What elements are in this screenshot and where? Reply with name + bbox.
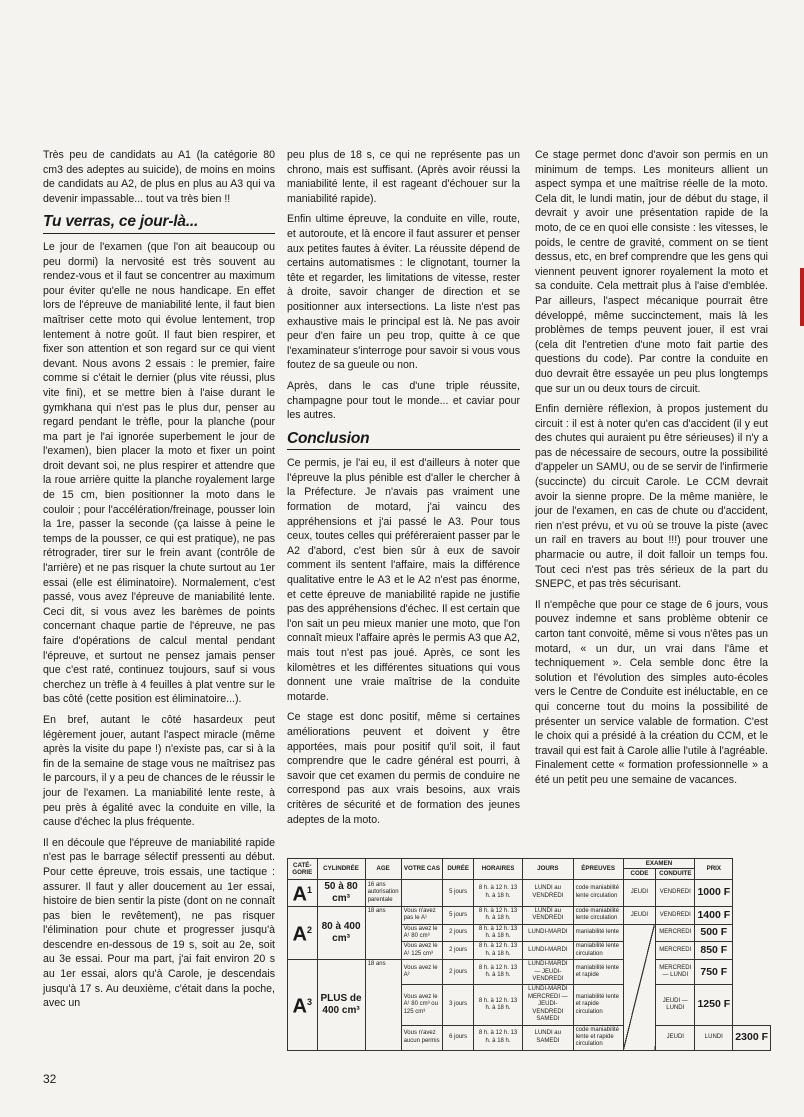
hours-cell: 8 h. à 12 h. 13 h. à 18 h. [474, 942, 523, 960]
paragraph: Après, dans le cas d'une triple réussite, champagne pour tout le monde... et caviar pour les autres. [287, 379, 520, 422]
tests-cell: code maniabilité lente et rapide circulation [573, 1025, 623, 1050]
paragraph: En bref, autant le côté hasardeux peut légèrement jouer, autant l'aspect miracle (même après la visite du pape !) n'existe pas, car si à la fin de la semaine de stage vous ne maîtrisez pas le parcours, il y a peu de chances de le réussir le jour de l'examen. La maniabilité lente reste, à peu près à égalité avec la conduite en ville, la cause d'échec la plus fréquente. [43, 713, 275, 829]
hours-cell: 8 h. à 12 h. 13 h. à 18 h. [474, 985, 523, 1025]
hours-cell: 8 h. à 12 h. 13 h. à 18 h. [474, 924, 523, 942]
table-row-a2 [288, 906, 771, 924]
days-cell: LUNDI-MARDI [523, 942, 574, 960]
tests-cell: maniabilité lente et rapide circulation [573, 985, 623, 1025]
duration-cell: 6 jours [443, 1025, 474, 1050]
days-cell: LUNDI-MARDI — JEUDI-VENDREDI [523, 960, 574, 985]
driving-cell: JEUDI — LUNDI [656, 985, 695, 1025]
driving-cell: MERCREDI [656, 942, 695, 960]
code-cell: JEUDI [623, 906, 656, 924]
page-number: 32 [43, 1072, 57, 1086]
duration-cell: 2 jours [443, 942, 474, 960]
driving-cell: VENDREDI [656, 879, 695, 906]
paragraph: Enfin dernière réflexion, à propos justement du circuit : il est à noter qu'en cas d'accident (il y eut des chutes qui auraient pu être sérieuses) il n'y a pas de nécessaire de secours, outre la possibilité d'appeler un SAMU, ou de se servir de l'infirmerie (succincte) du circuit Carole. Le CCM devrait avoir la sienne propre. De la même manière, le jour de l'examen, en cas de chute ou d'accident, rien n'est prévu, et vu où se trouve la piste (avec un rail en travers au bout !!!) pour trouver une pharmacie ou autre, il doit falloir un temps fou. Tout ceci n'est pas très sérieux de la part du SNEPC, et pas très sécurisant. [535, 403, 768, 591]
days-cell: LUNDI au SAMEDI [523, 1025, 574, 1050]
hours-cell: 8 h. à 12 h. 13 h. à 18 h. [474, 906, 523, 924]
paragraph: Ce stage est donc positif, même si certaines améliorations peuvent et doivent y être apportées, mais pour positif qu'il soit, il faut comprendre que le cadre général est pourri, à savoir que cet examen du permis de conduire ne correspond pas aux vrais besoins, aux vrais critères de sécurité et de formation des jeunes adeptes de la moto. [287, 711, 520, 826]
category-cell: $A^1$ [288, 879, 318, 906]
header-examen: EXAMEN [623, 859, 695, 869]
paragraph: Enfin ultime épreuve, la conduite en ville, route, et autoroute, et là encore il faut assurer et penser aux petites fautes à éviter. La réussite dépend de certains automatismes : le clignotant, tourner la tête et regarder, les limitations de vitesse, rester à droite, savoir changer de direction et se positionner aux intersections. La liste n'est pas exhaustive mais le principal est là. Ne pas avoir peur d'en faire un peu trop, quitte à ce que l'examinateur s'interroge pour savoir si vous vous foutez de sa gueule ou non. [287, 213, 520, 372]
price-cell: 500 F [695, 924, 733, 942]
duration-cell: 2 jours [443, 924, 474, 942]
header-conduite: CONDUITE [656, 869, 695, 879]
case-cell: Vous avez le A² [401, 960, 443, 985]
tests-cell: maniabilité lente circulation [573, 942, 623, 960]
page-edge-color-tab [800, 268, 804, 326]
age-cell: 18 ans [365, 960, 401, 1050]
price-cell: 1000 F [695, 879, 733, 906]
duration-cell: 3 jours [443, 985, 474, 1025]
price-cell: 1400 F [695, 906, 733, 924]
days-cell: LUNDI-MARDI MERCREDI — JEUDI-VENDREDI SAMEDI [523, 985, 574, 1025]
header-epreuves: ÉPREUVES [573, 859, 623, 880]
paragraph: Il n'empêche que pour ce stage de 6 jours, vous pouvez indemne et sans problème obtenir ce carton tant convoité, même si vous n'êtes pas un motard, « un dur, un vrai dans l'âme et techniquement ». Cela semble donc être la solution et l'évolution des simples auto-écoles vers le Centre de Conduite est inéluctable, en ce qui concerne tout du moins la possibilité de présenter un service valable de formation. C'est le choix qui a présidé à la création du CCM, et le travail qui est fait à Carole allie l'utile à l'agréable. Finalement cette « formation professionnelle » a été un petit peu une semaine de vacances. [535, 598, 768, 786]
header-age: AGE [365, 859, 401, 880]
price-cell: 2300 F [733, 1025, 771, 1050]
duration-cell: 5 jours [443, 879, 474, 906]
license-fee-table [287, 858, 771, 1051]
driving-cell: MERCREDI [656, 924, 695, 942]
hours-cell: 8 h. à 12 h. 13 h. à 18 h. [474, 1025, 523, 1050]
paragraph: Ce stage permet donc d'avoir son permis en un minimum de temps. Les moniteurs allient un aspect sympa et une maîtrise réelle de la moto. Cela dit, le lundi matin, jour de début du stage, il devrait y avoir une présentation rapide de la moto, de ce en quoi elle consiste : les vitesses, le poids, le centre de gravité, comment on se tient dessus, etc, en bref comprendre que les gens qui viennent peuvent ignorer royalement la moto et sa conduite. Cela mettrait plus à l'aise d'emblée. Par ailleurs, l'aspect mécanique pourrait être développé, même succinctement, mais là les problèmes de temps peuvent jouer, il est vrai (cela dit l'entretien d'une moto fait partie des questions du code). Par contre la conduite en duo devrait être essayée un peu plus longtemps que sur un ou deux tours de circuit. [535, 149, 768, 395]
intro-paragraph: Très peu de candidats au A1 (la catégorie 80 cm3 des adeptes au suicide), de moins en moins de candidats au A2, de plus en plus au A3 qui va devenir impassable... tout va très bien !! [43, 149, 275, 205]
header-cylindree: CYLINDRÉE [317, 859, 365, 880]
code-cell: JEUDI [623, 879, 656, 906]
cylinder-cell: 50 à 80 cm³ [317, 879, 365, 906]
section-heading-conclusion: Conclusion [287, 432, 520, 451]
price-cell: 850 F [695, 942, 733, 960]
tests-cell: maniabilité lente et rapide [573, 960, 623, 985]
days-cell: LUNDI au VENDREDI [523, 906, 574, 924]
category-cell: $A^3$ [288, 960, 318, 1050]
duration-cell: 2 jours [443, 960, 474, 985]
days-cell: LUNDI-MARDI [523, 924, 574, 942]
tests-cell: maniabilité lente [573, 924, 623, 942]
cylinder-cell: 80 à 400 cm³ [317, 906, 365, 959]
age-cell: 16 ans autorisation parentale [365, 879, 401, 906]
case-cell: Vous n'avez aucun permis [401, 1025, 443, 1050]
category-cell: $A^2$ [288, 906, 318, 959]
table-header-row [288, 859, 771, 869]
hours-cell: 8 h. à 12 h. 13 h. à 18 h. [474, 879, 523, 906]
header-code: CODE [623, 869, 656, 879]
header-horaires: HORAIRES [474, 859, 523, 880]
table-row-a3 [288, 960, 771, 985]
header-duree: DURÉE [443, 859, 474, 880]
cylinder-cell: PLUS de 400 cm³ [317, 960, 365, 1050]
driving-cell: MERCREDI — LUNDI [656, 960, 695, 985]
code-cell-crossed-out [623, 924, 656, 1050]
case-cell: Vous avez le A¹ 125 cm³ [401, 942, 443, 960]
hours-cell: 8 h. à 12 h. 13 h. à 18 h. [474, 960, 523, 985]
header-jours: JOURS [523, 859, 574, 880]
header-prix: PRIX [695, 859, 733, 880]
days-cell: LUNDI au VENDREDI [523, 879, 574, 906]
article-column-1 [43, 148, 275, 1017]
driving-cell: VENDREDI [656, 906, 695, 924]
case-cell: Vous n'avez pas le A¹ [401, 906, 443, 924]
price-cell: 1250 F [695, 985, 733, 1025]
paragraph: Ce permis, je l'ai eu, il est d'ailleurs à noter que l'épreuve la plus pénible est d'aller le chercher à la Préfecture. Je n'avais pas vraiment une formation de motard, j'ai vaincu des appréhensions et j'ai passé le A3. Pour tous ceux, toutes celles qui préféreraient passer par le A2 d'abord, c'est bien sûr à eux de savoir comment ils sentent l'affaire, mais la différence qualitative entre le A3 et le A2 n'est pas énorme, et cette épreuve de maniabilité rapide ne justifie pas des appréhensions d'échec. Il est certain que l'on sait un peu mieux manier une moto, que l'on connaît mieux l'affaire après le permis A3 que A2, mais tout n'est pas joué. Après, ce sont les kilomètres et les différentes situations qui vous donnent une vraie maîtrise de la conduite motarde. [287, 457, 520, 703]
section-heading-exam-day: Tu verras, ce jour-là... [43, 215, 275, 234]
article-column-2 [287, 148, 520, 833]
tests-cell: code maniabilité lente circulation [573, 879, 623, 906]
table-row-a1 [288, 879, 771, 906]
case-cell: Vous avez le A¹ 80 cm³ ou 125 cm³ [401, 985, 443, 1025]
case-cell [401, 879, 443, 906]
paragraph: Le jour de l'examen (que l'on ait beaucoup ou peu dormi) la nervosité est très souvent au rendez-vous et il faut se concentrer au maximum pour éviter qu'elle ne nous handicape. En effet lors de l'épreuve de maniabilité lente, il faut bien maîtriser cette moto qui évolue lentement, trop lentement à notre goût. Il faut bien respirer, et fixer son attention et son regard sur ce qui vient devant. Nous avons 2 essais : le premier, faire comme si c'était le dernier (plus vite réussi, plus vite fini), et se mettre bien à l'aise durant le gymkhana qui n'est pas le plus dur, penser au regard pendant le trèfle, pour la planche (pour ma part je l'ai ignorée superbement le jour de l'examen), bien placer la moto et fixer un point droit devant soi, ne plus respirer et attendre que la roue arrière quitte la planche royalement large de 15 cm, bien positionner la moto dans le couloir ; pour l'accélération/freinage, pousser loin la 1re, passer la seconde (ça laisse à peine le temps de la pousser, ce qui est pratique), ne pas rétrograder, tirer sur le frein avant (contrôle de l'arrière) et ne pas risquer la chute surtout au 1er essai (elle est éliminatoire). Normalement, c'est passé, vous avez l'épreuve de maniabilité lente. Ceci dit, si vous avez les barèmes de points concernant chaque partie de l'épreuve, ne pas faire d'opérations de calcul mental pendant l'épreuve, et surtout ne pensez jamais penser que c'est raté, continuez toujours, sauf si vous cherchez un trèfle à 4 feuilles à plat ventre sur le bas côté (cette position est éliminatoire...). [43, 240, 275, 706]
header-categorie: CATÉ-GORIE [288, 859, 318, 880]
age-cell: 18 ans [365, 906, 401, 959]
paragraph: peu plus de 18 s, ce qui ne représente pas un chrono, mais est suffisant. (Après avoir réussi la maniabilité lente, il est rageant d'échouer sur la maniabilité rapide). [287, 149, 520, 205]
header-votre-cas: VOTRE CAS [401, 859, 443, 880]
duration-cell: 5 jours [443, 906, 474, 924]
driving-cell: LUNDI [695, 1025, 733, 1050]
article-column-3 [535, 148, 768, 794]
price-cell: 750 F [695, 960, 733, 985]
case-cell: Vous avez le A¹ 80 cm³ [401, 924, 443, 942]
code-cell: JEUDI [656, 1025, 695, 1050]
tests-cell: code maniabilité lente circulation [573, 906, 623, 924]
paragraph: Il en découle que l'épreuve de maniabilité rapide n'est pas le barrage sélectif pressenti au début. Pour cette épreuve, trois essais, une tactique : assurer. Il faut y aller doucement au 1er essai, histoire de bien sentir la piste (dont on ne connaît pas bien le revêtement), ne pas risquer l'élimination pour chute et progresser jusqu'à descendre en-dessous de 19 s, soit au 2e, soit au 3e essai. Pour ma part, j'ai fait environ 20 s au 1er essai, alors qu'à Carole, je descendais jusqu'à 17 s. Au deuxième, c'était dans la poche, avec un [43, 836, 275, 1010]
